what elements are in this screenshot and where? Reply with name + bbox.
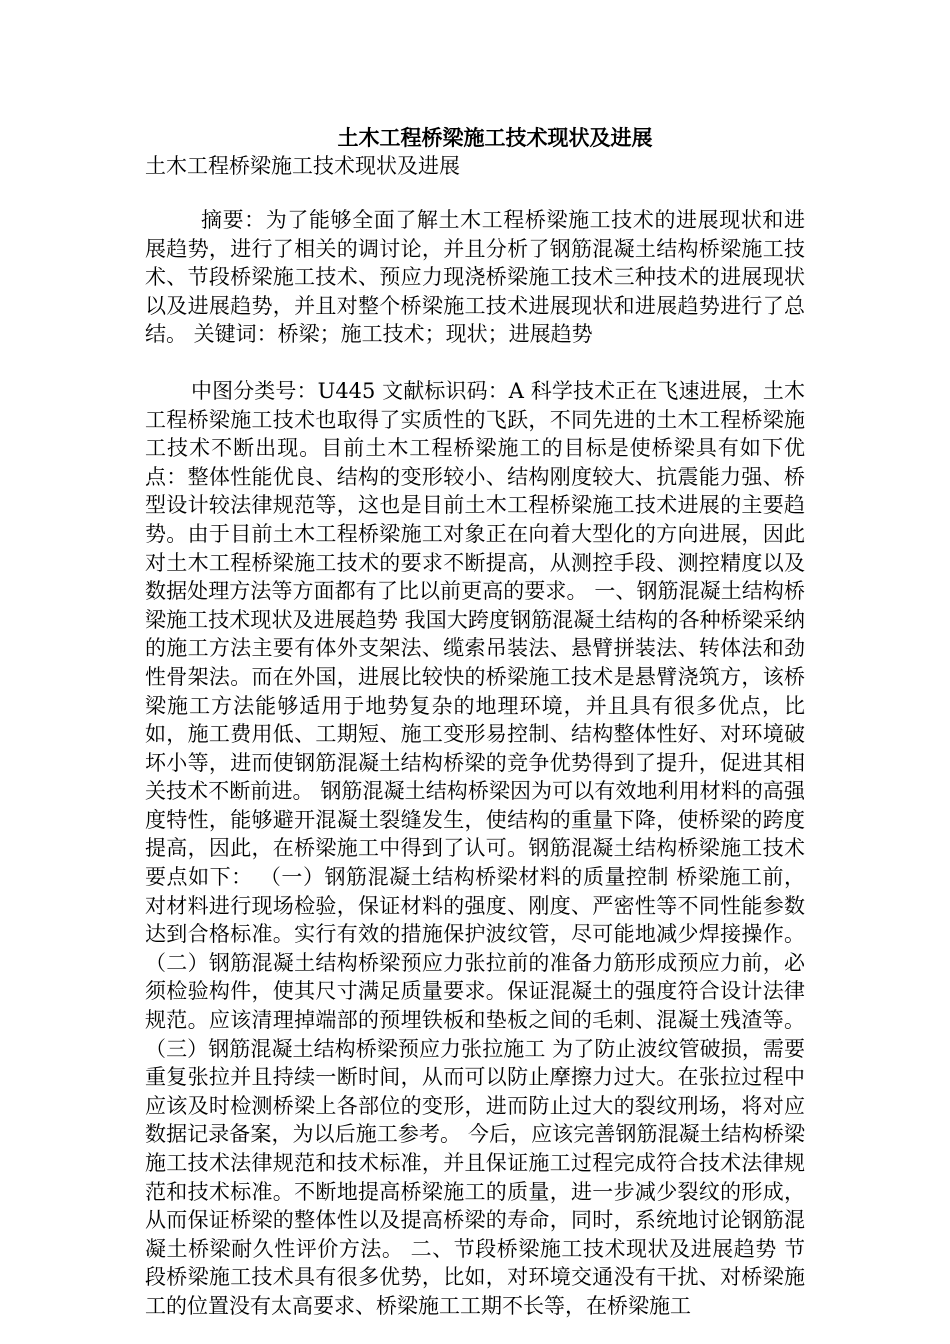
abstract-paragraph: 摘要：为了能够全面了解土木工程桥梁施工技术的进展现状和进展趋势，进行了相关的调讨论，并且分析了钢筋混凝土结构桥梁施工技术、节段桥梁施工技术、预应力现浇桥梁施工技术三种技术的进展现状以及进展趋势，并且对整个桥梁施工技术进展现状和进展趋势进行了总结。 关键词：桥梁；施工技术；现状；进展趋势 <box>145 208 805 347</box>
document-subtitle: 土木工程桥梁施工技术现状及进展 <box>145 154 460 178</box>
document-page <box>145 124 805 1321</box>
document-title: 土木工程桥梁施工技术现状及进展 <box>337 125 653 150</box>
body-paragraph: 中图分类号：U445 文献标识码：A 科学技术正在飞速进展，土木工程桥梁施工技术也取得了实质性的飞跃，不同先进的土木工程桥梁施工技术不断出现。目前土木工程桥梁施工的目标是使桥梁具有如下优点：整体性能优良、结构的变形较小、结构刚度较大、抗震能力强、桥型设计较法律规范等，这也是目前土木工程桥梁施工技术进展的主要趋势。由于目前土木工程桥梁施工对象正在向着大型化的方向进展，因此对土木工程桥梁施工技术的要求不断提高，从测控手段、测控精度以及数据处理方法等方面都有了比以前更高的要求。 一、钢筋混凝土结构桥梁施工技术现状及进展趋势 我国大跨度钢筋混凝土结构的各种桥梁采纳的施工方法主要有体外支架法、缆索吊装法、悬臂拼装法、转体法和劲性骨架法。而在外国，进展比较快的桥梁施工技术是悬臂浇筑方，该桥梁施工方法能够适用于地势复杂的地理环境，并且具有很多优点，比如，施工费用低、工期短、施工变形易控制、结构整体性好、对环境破坏小等，进而使钢筋混凝土结构桥梁的竞争优势得到了提升，促进其相关技术不断前进。 钢筋混凝土结构桥梁因为可以有效地利用材料的高强度特性，能够避开混凝土裂缝发生，使结构的重量下降，使桥梁的跨度提高，因此，在桥梁施工中得到了认可。钢筋混凝土结构桥梁施工技术要点如下： （一）钢筋混凝土结构桥梁材料的质量控制 桥梁施工前，对材料进行现场检验，保证材料的强度、刚度、严密性等不同性能参数达到合格标准。实行有效的措施保护波纹管，尽可能地减少焊接操作。 （二）钢筋混凝土结构桥梁预应力张拉前的准备力筋形成预应力前，必须检验构件，使其尺寸满足质量要求。保证混凝土的强度符合设计法律规范。应该清理掉端部的预埋铁板和垫板之间的毛刺、混凝土残渣等。 （三）钢筋混凝土结构桥梁预应力张拉施工 为了防止波纹管破损，需要重复张拉并且持续一断时间，从而可以防止摩擦力过大。在张拉过程中应该及时检测桥梁上各部位的变形，进而防止过大的裂纹刑场，将对应数据记录备案，为以后施工参考。 今后，应该完善钢筋混凝土结构桥梁施工技术法律规范和技术标准，并且保证施工过程完成符合技术法律规范和技术标准。不断地提高桥梁施工的质量，进一步减少裂纹的形成，从而保证桥梁的整体性以及提高桥梁的寿命，同时，系统地讨论钢筋混凝土桥梁耐久性评价方法。 二、节段桥梁施工技术现状及进展趋势 节段桥梁施工技术具有很多优势，比如，对环境交通没有干扰、对桥梁施工的位置没有太高要求、桥梁施工工期不长等，在桥梁施工 <box>145 378 805 1318</box>
